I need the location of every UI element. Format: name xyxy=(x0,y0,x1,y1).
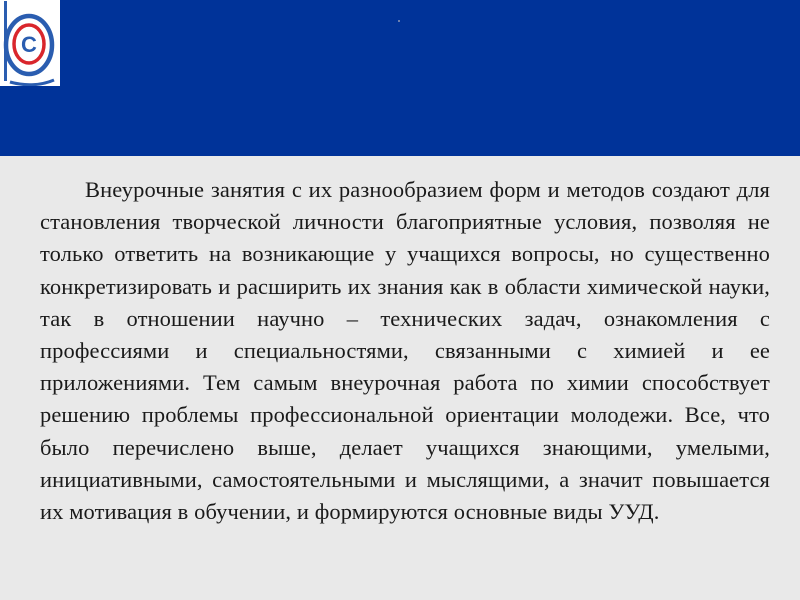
svg-text:C: C xyxy=(21,32,37,57)
slide-body-text: Внеурочные занятия с их разнообразием форм и методов создают для становления творческой личности благоприятные условия, позволяя не только ответить на возникающие у учащихся вопросы, но существенно конкретизировать и расширить их знания как в области химической науки, так в отношении научно – технических задач, ознакомления с профессиями и специальностями, связанными с химией и ее приложениями. Тем самым внеурочная работа по химии способствует решению проблемы профессиональной ориентации молодежи. Все, что было перечислено выше, делает учащихся знающими, умелыми, инициативными, самостоятельными и мыслящими, а значит повышается их мотивация в обучении, и формируются основные виды УУД. xyxy=(40,177,770,525)
logo xyxy=(0,0,60,86)
header-band xyxy=(0,0,800,156)
c-emblem-logo-icon xyxy=(0,0,60,86)
header-dot xyxy=(398,20,400,22)
